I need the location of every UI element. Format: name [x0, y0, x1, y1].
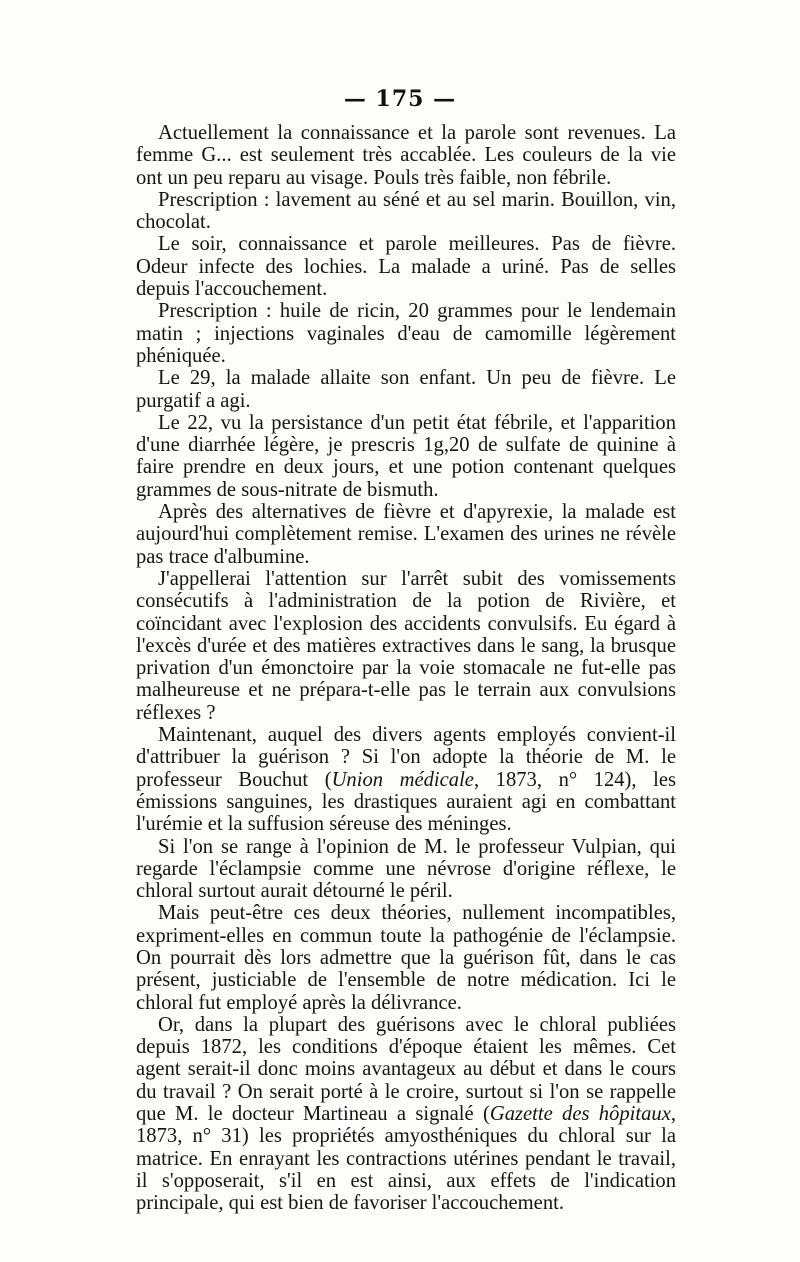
- paragraph-5: Le 29, la malade allaite son enfant. Un peu de fièvre. Le purgatif a agi.: [136, 367, 676, 412]
- journal-title-gazette-des-hopitaux: Gazette des hôpitaux: [489, 1103, 671, 1126]
- paragraph-9: [136, 724, 676, 835]
- paragraph-10: Si l'on se range à l'opinion de M. le professeur Vulpian, qui regarde l'éclampsie comme une névrose d'origine réflexe, le chloral surtout aurait détourné le péril.: [136, 835, 676, 903]
- journal-title-union-medicale: Union médicale: [331, 768, 474, 791]
- paragraph-6: Le 22, vu la persistance d'un petit état fébrile, et l'apparition d'une diarrhée légère, je prescris 1g,20 de sulfate de quinine à faire prendre en deux jours, et une potion contenant quelques grammes de sous-nitrate de bismuth.: [136, 411, 676, 501]
- paragraph-12-text-a: Or, dans la plupart des guérisons avec le chloral publiées depuis 1872, les conditions d'époque étaient les mêmes. Cet agent serait-il donc moins avantageux au début et dans le cours du travail ? On serait porté à le croire, surtout si l'on se rappelle que M. le docteur Martineau a signalé (: [136, 1013, 676, 1126]
- paragraph-9-text-b: , 1873, n° 124), les émissions sanguines, les drastiques auraient agi en combattant l'urémie et la suffusion séreuse des méninges.: [136, 768, 677, 836]
- paragraph-9-text-a: Maintenant, auquel des divers agents employés convient-il d'attribuer la guérison ? Si l'on adopte la théorie de M. le professeur Bouchut (: [136, 724, 676, 791]
- paragraph-4: Prescription : huile de ricin, 20 grammes pour le lendemain matin ; injections vaginales d'eau de camomille légèrement phéniquée.: [136, 300, 676, 367]
- paragraph-8: J'appellerai l'attention sur l'arrêt subit des vomissements consécutifs à l'administration de la potion de Rivière, et coïncidant avec l'explosion des accidents convulsifs. Eu égard à l'excès d'urée et des matières extractives dans le sang, la brusque privation d'un émonctoire par la voie stomacale ne fut-elle pas malheureuse et ne prépara-t-elle pas le terrain aux convulsions réflexes ?: [136, 567, 676, 724]
- paragraph-12-text-b: , 1873, n° 31) les propriétés amyosthéniques du chloral sur la matrice. En enrayant les contractions utérines pendant le travail, il s'opposerait, s'il en est ainsi, aux effets de l'indication principale, qui est bien de favoriser l'accouchement.: [136, 1103, 676, 1215]
- page-number: — 175 —: [343, 86, 457, 112]
- paragraph-7: Après des alternatives de fièvre et d'apyrexie, la malade est aujourd'hui complètement remise. L'examen des urines ne révèle pas trace d'albumine.: [136, 501, 676, 568]
- paragraph-2: Prescription : lavement au séné et au sel marin. Bouillon, vin, chocolat.: [136, 188, 676, 234]
- paragraph-12: [136, 1014, 676, 1215]
- paragraph-3: Le soir, connaissance et parole meilleures. Pas de fièvre. Odeur infecte des lochies. La malade a uriné. Pas de selles depuis l'accouchement.: [136, 233, 676, 301]
- paragraph-1: Actuellement la connaissance et la parole sont revenues. La femme G... est seulement très accablée. Les couleurs de la vie ont un peu reparu au visage. Pouls très faible, non fébrile.: [136, 122, 676, 189]
- page-body: [136, 122, 676, 1215]
- paragraph-11: Mais peut-être ces deux théories, nullement incompatibles, expriment-elles en commun toute la pathogénie de l'éclampsie. On pourrait dès lors admettre que la guérison fût, dans le cas présent, justiciable de l'ensemble de notre médication. Ici le chloral fut employé après la délivrance.: [136, 902, 676, 1014]
